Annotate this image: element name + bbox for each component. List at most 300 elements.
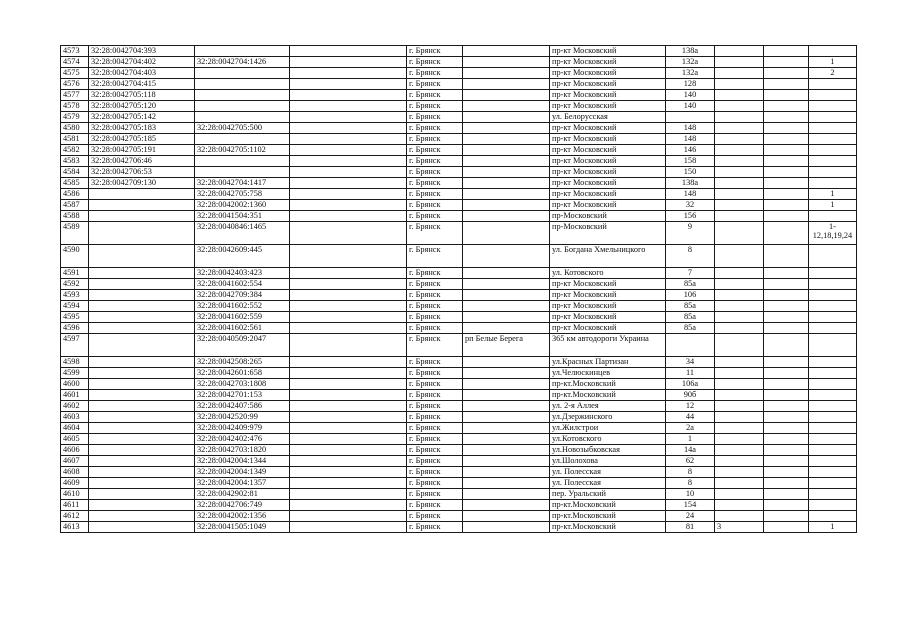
row-number-cell: 4591 xyxy=(61,268,89,279)
house-number-cell: 1 xyxy=(666,434,715,445)
city-cell: г. Брянск xyxy=(407,434,463,445)
city-cell: г. Брянск xyxy=(407,478,463,489)
empty-cell xyxy=(764,134,809,145)
empty-cell xyxy=(290,57,407,68)
cadastral-number-cell: 32:28:0042704:393 xyxy=(89,46,195,57)
house-number-cell: 154 xyxy=(666,500,715,511)
apartment-cell: 1 xyxy=(809,522,857,533)
street-cell: пр-кт Московский xyxy=(550,301,666,312)
cadastral-number-cell xyxy=(89,511,195,522)
linked-cadastral-number-cell: 32:28:0041602:559 xyxy=(195,312,290,323)
apartment-cell xyxy=(809,134,857,145)
settlement-cell xyxy=(463,156,550,167)
linked-cadastral-number-cell xyxy=(195,167,290,178)
apartment-cell xyxy=(809,334,857,357)
building-cell xyxy=(715,478,764,489)
city-cell: г. Брянск xyxy=(407,222,463,245)
street-cell: пр-кт Московский xyxy=(550,101,666,112)
city-cell: г. Брянск xyxy=(407,467,463,478)
city-cell: г. Брянск xyxy=(407,423,463,434)
cadastral-number-cell: 32:28:0042705:118 xyxy=(89,90,195,101)
row-number-cell: 4573 xyxy=(61,46,89,57)
row-number-cell: 4604 xyxy=(61,423,89,434)
table-row xyxy=(61,456,857,467)
settlement-cell xyxy=(463,423,550,434)
row-number-cell: 4586 xyxy=(61,189,89,200)
apartment-cell: 1 xyxy=(809,57,857,68)
linked-cadastral-number-cell: 32:28:0042601:658 xyxy=(195,368,290,379)
empty-cell xyxy=(290,268,407,279)
apartment-cell xyxy=(809,245,857,268)
empty-cell xyxy=(764,456,809,467)
cadastral-number-cell xyxy=(89,390,195,401)
building-cell xyxy=(715,222,764,245)
cadastral-number-cell xyxy=(89,489,195,500)
empty-cell xyxy=(764,401,809,412)
city-cell: г. Брянск xyxy=(407,390,463,401)
settlement-cell xyxy=(463,312,550,323)
city-cell: г. Брянск xyxy=(407,123,463,134)
cadastral-number-cell: 32:28:0042705:142 xyxy=(89,112,195,123)
cadastral-number-cell xyxy=(89,290,195,301)
apartment-cell xyxy=(809,489,857,500)
street-cell: пр-кт Московский xyxy=(550,123,666,134)
empty-cell xyxy=(764,112,809,123)
linked-cadastral-number-cell: 32:28:0042002:1360 xyxy=(195,200,290,211)
street-cell: ул.Жилстрои xyxy=(550,423,666,434)
apartment-cell xyxy=(809,312,857,323)
settlement-cell xyxy=(463,434,550,445)
street-cell: пр-кт.Московский xyxy=(550,500,666,511)
building-cell xyxy=(715,500,764,511)
settlement-cell xyxy=(463,390,550,401)
street-cell: ул.Красных Партизан xyxy=(550,357,666,368)
table-row xyxy=(61,112,857,123)
empty-cell xyxy=(290,489,407,500)
row-number-cell: 4577 xyxy=(61,90,89,101)
street-cell: пр-кт.Московский xyxy=(550,511,666,522)
house-number-cell: 44 xyxy=(666,412,715,423)
building-cell xyxy=(715,134,764,145)
city-cell: г. Брянск xyxy=(407,167,463,178)
settlement-cell xyxy=(463,112,550,123)
cadastral-number-cell xyxy=(89,379,195,390)
settlement-cell xyxy=(463,167,550,178)
settlement-cell xyxy=(463,401,550,412)
house-number-cell xyxy=(666,112,715,123)
building-cell xyxy=(715,434,764,445)
table-row xyxy=(61,434,857,445)
settlement-cell xyxy=(463,145,550,156)
city-cell: г. Брянск xyxy=(407,112,463,123)
table-row xyxy=(61,101,857,112)
city-cell: г. Брянск xyxy=(407,301,463,312)
empty-cell xyxy=(290,90,407,101)
row-number-cell: 4599 xyxy=(61,368,89,379)
building-cell xyxy=(715,301,764,312)
empty-cell xyxy=(290,167,407,178)
row-number-cell: 4578 xyxy=(61,101,89,112)
empty-cell xyxy=(290,222,407,245)
table-row xyxy=(61,245,857,268)
empty-cell xyxy=(290,379,407,390)
empty-cell xyxy=(764,211,809,222)
empty-cell xyxy=(764,467,809,478)
city-cell: г. Брянск xyxy=(407,145,463,156)
address-registry-table xyxy=(60,45,857,533)
linked-cadastral-number-cell: 32:28:0042705:500 xyxy=(195,123,290,134)
row-number-cell: 4588 xyxy=(61,211,89,222)
house-number-cell: 150 xyxy=(666,167,715,178)
settlement-cell xyxy=(463,279,550,290)
street-cell: пр-кт Московский xyxy=(550,134,666,145)
city-cell: г. Брянск xyxy=(407,379,463,390)
city-cell: г. Брянск xyxy=(407,357,463,368)
building-cell xyxy=(715,57,764,68)
street-cell: пр-кт Московский xyxy=(550,200,666,211)
building-cell xyxy=(715,156,764,167)
house-number-cell: 146 xyxy=(666,145,715,156)
cadastral-number-cell: 32:28:0042705:185 xyxy=(89,134,195,145)
empty-cell xyxy=(764,189,809,200)
cadastral-number-cell xyxy=(89,368,195,379)
building-cell xyxy=(715,90,764,101)
table-row xyxy=(61,467,857,478)
city-cell: г. Брянск xyxy=(407,290,463,301)
city-cell: г. Брянск xyxy=(407,68,463,79)
table-row xyxy=(61,379,857,390)
row-number-cell: 4582 xyxy=(61,145,89,156)
city-cell: г. Брянск xyxy=(407,334,463,357)
city-cell: г. Брянск xyxy=(407,522,463,533)
house-number-cell: 158 xyxy=(666,156,715,167)
street-cell: ул. Котовского xyxy=(550,268,666,279)
row-number-cell: 4597 xyxy=(61,334,89,357)
street-cell: пр-кт.Московский xyxy=(550,522,666,533)
row-number-cell: 4580 xyxy=(61,123,89,134)
cadastral-number-cell xyxy=(89,445,195,456)
street-cell: ул. Белорусская xyxy=(550,112,666,123)
house-number-cell: 7 xyxy=(666,268,715,279)
house-number-cell: 2а xyxy=(666,423,715,434)
house-number-cell: 128 xyxy=(666,79,715,90)
linked-cadastral-number-cell xyxy=(195,90,290,101)
apartment-cell xyxy=(809,145,857,156)
table-row xyxy=(61,68,857,79)
cadastral-number-cell: 32:28:0042704:402 xyxy=(89,57,195,68)
apartment-cell xyxy=(809,167,857,178)
building-cell xyxy=(715,390,764,401)
row-number-cell: 4605 xyxy=(61,434,89,445)
city-cell: г. Брянск xyxy=(407,368,463,379)
empty-cell xyxy=(290,467,407,478)
empty-cell xyxy=(764,245,809,268)
table-row xyxy=(61,57,857,68)
linked-cadastral-number-cell xyxy=(195,79,290,90)
row-number-cell: 4587 xyxy=(61,200,89,211)
city-cell: г. Брянск xyxy=(407,500,463,511)
row-number-cell: 4609 xyxy=(61,478,89,489)
empty-cell xyxy=(764,357,809,368)
house-number-cell: 24 xyxy=(666,511,715,522)
linked-cadastral-number-cell: 32:28:0042709:384 xyxy=(195,290,290,301)
linked-cadastral-number-cell: 32:28:0042705:758 xyxy=(195,189,290,200)
building-cell xyxy=(715,312,764,323)
table-row xyxy=(61,268,857,279)
empty-cell xyxy=(290,290,407,301)
row-number-cell: 4579 xyxy=(61,112,89,123)
linked-cadastral-number-cell xyxy=(195,68,290,79)
cadastral-number-cell xyxy=(89,268,195,279)
empty-cell xyxy=(290,445,407,456)
apartment-cell xyxy=(809,178,857,189)
apartment-cell xyxy=(809,390,857,401)
row-number-cell: 4596 xyxy=(61,323,89,334)
city-cell: г. Брянск xyxy=(407,245,463,268)
city-cell: г. Брянск xyxy=(407,401,463,412)
empty-cell xyxy=(764,445,809,456)
house-number-cell: 8 xyxy=(666,478,715,489)
apartment-cell xyxy=(809,301,857,312)
house-number-cell: 14а xyxy=(666,445,715,456)
table-row xyxy=(61,489,857,500)
empty-cell xyxy=(290,101,407,112)
cadastral-number-cell: 32:28:0042704:403 xyxy=(89,68,195,79)
apartment-cell: 2 xyxy=(809,68,857,79)
cadastral-number-cell: 32:28:0042706:53 xyxy=(89,167,195,178)
city-cell: г. Брянск xyxy=(407,211,463,222)
table-row xyxy=(61,178,857,189)
cadastral-number-cell xyxy=(89,500,195,511)
house-number-cell: 90б xyxy=(666,390,715,401)
city-cell: г. Брянск xyxy=(407,156,463,167)
row-number-cell: 4585 xyxy=(61,178,89,189)
linked-cadastral-number-cell: 32:28:0040509:2047 xyxy=(195,334,290,357)
building-cell xyxy=(715,467,764,478)
empty-cell xyxy=(764,489,809,500)
empty-cell xyxy=(290,279,407,290)
cadastral-number-cell xyxy=(89,334,195,357)
cadastral-number-cell xyxy=(89,456,195,467)
street-cell: пр-кт Московский xyxy=(550,46,666,57)
house-number-cell: 10 xyxy=(666,489,715,500)
house-number-cell: 81 xyxy=(666,522,715,533)
building-cell xyxy=(715,123,764,134)
settlement-cell xyxy=(463,90,550,101)
street-cell: ул. Полесская xyxy=(550,467,666,478)
city-cell: г. Брянск xyxy=(407,511,463,522)
linked-cadastral-number-cell: 32:28:0040846:1465 xyxy=(195,222,290,245)
row-number-cell: 4590 xyxy=(61,245,89,268)
house-number-cell: 34 xyxy=(666,357,715,368)
linked-cadastral-number-cell: 32:28:0042402:476 xyxy=(195,434,290,445)
table-row xyxy=(61,46,857,57)
apartment-cell xyxy=(809,323,857,334)
street-cell: ул.Челюскинцев xyxy=(550,368,666,379)
house-number-cell: 9 xyxy=(666,222,715,245)
building-cell xyxy=(715,245,764,268)
empty-cell xyxy=(764,57,809,68)
table-row xyxy=(61,423,857,434)
settlement-cell xyxy=(463,268,550,279)
empty-cell xyxy=(764,167,809,178)
row-number-cell: 4584 xyxy=(61,167,89,178)
building-cell xyxy=(715,401,764,412)
cadastral-number-cell xyxy=(89,434,195,445)
cadastral-number-cell: 32:28:0042705:120 xyxy=(89,101,195,112)
street-cell: ул.Шолохова xyxy=(550,456,666,467)
apartment-cell xyxy=(809,500,857,511)
building-cell xyxy=(715,456,764,467)
row-number-cell: 4581 xyxy=(61,134,89,145)
street-cell: пр-кт Московский xyxy=(550,68,666,79)
cadastral-number-cell: 32:28:0042706:46 xyxy=(89,156,195,167)
empty-cell xyxy=(290,79,407,90)
linked-cadastral-number-cell: 32:28:0042703:1808 xyxy=(195,379,290,390)
house-number-cell: 148 xyxy=(666,134,715,145)
city-cell: г. Брянск xyxy=(407,489,463,500)
city-cell: г. Брянск xyxy=(407,412,463,423)
city-cell: г. Брянск xyxy=(407,268,463,279)
linked-cadastral-number-cell: 32:28:0042706:749 xyxy=(195,500,290,511)
empty-cell xyxy=(290,390,407,401)
street-cell: ул.Котовского xyxy=(550,434,666,445)
table-row xyxy=(61,323,857,334)
city-cell: г. Брянск xyxy=(407,134,463,145)
empty-cell xyxy=(290,200,407,211)
table-row xyxy=(61,390,857,401)
empty-cell xyxy=(290,511,407,522)
apartment-cell xyxy=(809,511,857,522)
empty-cell xyxy=(290,145,407,156)
table-row xyxy=(61,401,857,412)
street-cell: пр-кт Московский xyxy=(550,312,666,323)
empty-cell xyxy=(764,511,809,522)
apartment-cell xyxy=(809,268,857,279)
city-cell: г. Брянск xyxy=(407,445,463,456)
settlement-cell xyxy=(463,290,550,301)
apartment-cell xyxy=(809,456,857,467)
building-cell xyxy=(715,101,764,112)
empty-cell xyxy=(290,401,407,412)
street-cell: пр-кт Московский xyxy=(550,90,666,101)
empty-cell xyxy=(764,101,809,112)
house-number-cell: 140 xyxy=(666,90,715,101)
empty-cell xyxy=(290,189,407,200)
empty-cell xyxy=(290,245,407,268)
building-cell xyxy=(715,79,764,90)
table-row xyxy=(61,412,857,423)
linked-cadastral-number-cell: 32:28:0042004:1349 xyxy=(195,467,290,478)
street-cell: пер. Уральский xyxy=(550,489,666,500)
settlement-cell xyxy=(463,368,550,379)
cadastral-number-cell xyxy=(89,245,195,268)
house-number-cell: 32 xyxy=(666,200,715,211)
apartment-cell xyxy=(809,379,857,390)
settlement-cell xyxy=(463,123,550,134)
table-row xyxy=(61,445,857,456)
house-number-cell: 85а xyxy=(666,301,715,312)
settlement-cell xyxy=(463,323,550,334)
row-number-cell: 4574 xyxy=(61,57,89,68)
cadastral-number-cell xyxy=(89,412,195,423)
city-cell: г. Брянск xyxy=(407,79,463,90)
row-number-cell: 4583 xyxy=(61,156,89,167)
empty-cell xyxy=(764,156,809,167)
city-cell: г. Брянск xyxy=(407,456,463,467)
linked-cadastral-number-cell: 32:28:0042704:1417 xyxy=(195,178,290,189)
city-cell: г. Брянск xyxy=(407,189,463,200)
cadastral-number-cell xyxy=(89,312,195,323)
street-cell: пр-кт Московский xyxy=(550,323,666,334)
street-cell: пр-кт Московский xyxy=(550,290,666,301)
building-cell xyxy=(715,412,764,423)
empty-cell xyxy=(764,222,809,245)
empty-cell xyxy=(290,357,407,368)
street-cell: пр-Московский xyxy=(550,211,666,222)
row-number-cell: 4576 xyxy=(61,79,89,90)
street-cell: ул.Новозыбковская xyxy=(550,445,666,456)
table-row xyxy=(61,222,857,245)
apartment-cell xyxy=(809,412,857,423)
table-row xyxy=(61,511,857,522)
table-row xyxy=(61,357,857,368)
empty-cell xyxy=(290,123,407,134)
house-number-cell: 140 xyxy=(666,101,715,112)
empty-cell xyxy=(764,279,809,290)
house-number-cell: 148 xyxy=(666,123,715,134)
building-cell xyxy=(715,268,764,279)
row-number-cell: 4575 xyxy=(61,68,89,79)
empty-cell xyxy=(764,500,809,511)
building-cell xyxy=(715,189,764,200)
settlement-cell xyxy=(463,189,550,200)
street-cell: пр-кт Московский xyxy=(550,178,666,189)
settlement-cell xyxy=(463,68,550,79)
settlement-cell xyxy=(463,211,550,222)
empty-cell xyxy=(764,123,809,134)
empty-cell xyxy=(764,434,809,445)
cadastral-number-cell xyxy=(89,357,195,368)
row-number-cell: 4602 xyxy=(61,401,89,412)
building-cell xyxy=(715,279,764,290)
building-cell xyxy=(715,178,764,189)
street-cell: пр-кт Московский xyxy=(550,79,666,90)
table-row xyxy=(61,312,857,323)
table-row xyxy=(61,500,857,511)
linked-cadastral-number-cell xyxy=(195,156,290,167)
linked-cadastral-number-cell xyxy=(195,134,290,145)
empty-cell xyxy=(290,112,407,123)
empty-cell xyxy=(290,423,407,434)
building-cell xyxy=(715,368,764,379)
empty-cell xyxy=(290,500,407,511)
house-number-cell: 138а xyxy=(666,178,715,189)
empty-cell xyxy=(764,200,809,211)
apartment-cell xyxy=(809,290,857,301)
linked-cadastral-number-cell: 32:28:0042520:99 xyxy=(195,412,290,423)
linked-cadastral-number-cell: 32:28:0042403:423 xyxy=(195,268,290,279)
settlement-cell xyxy=(463,200,550,211)
empty-cell xyxy=(290,412,407,423)
linked-cadastral-number-cell: 32:28:0042508:265 xyxy=(195,357,290,368)
table-row xyxy=(61,211,857,222)
row-number-cell: 4608 xyxy=(61,467,89,478)
settlement-cell xyxy=(463,178,550,189)
table-row xyxy=(61,368,857,379)
building-cell xyxy=(715,445,764,456)
building-cell xyxy=(715,323,764,334)
